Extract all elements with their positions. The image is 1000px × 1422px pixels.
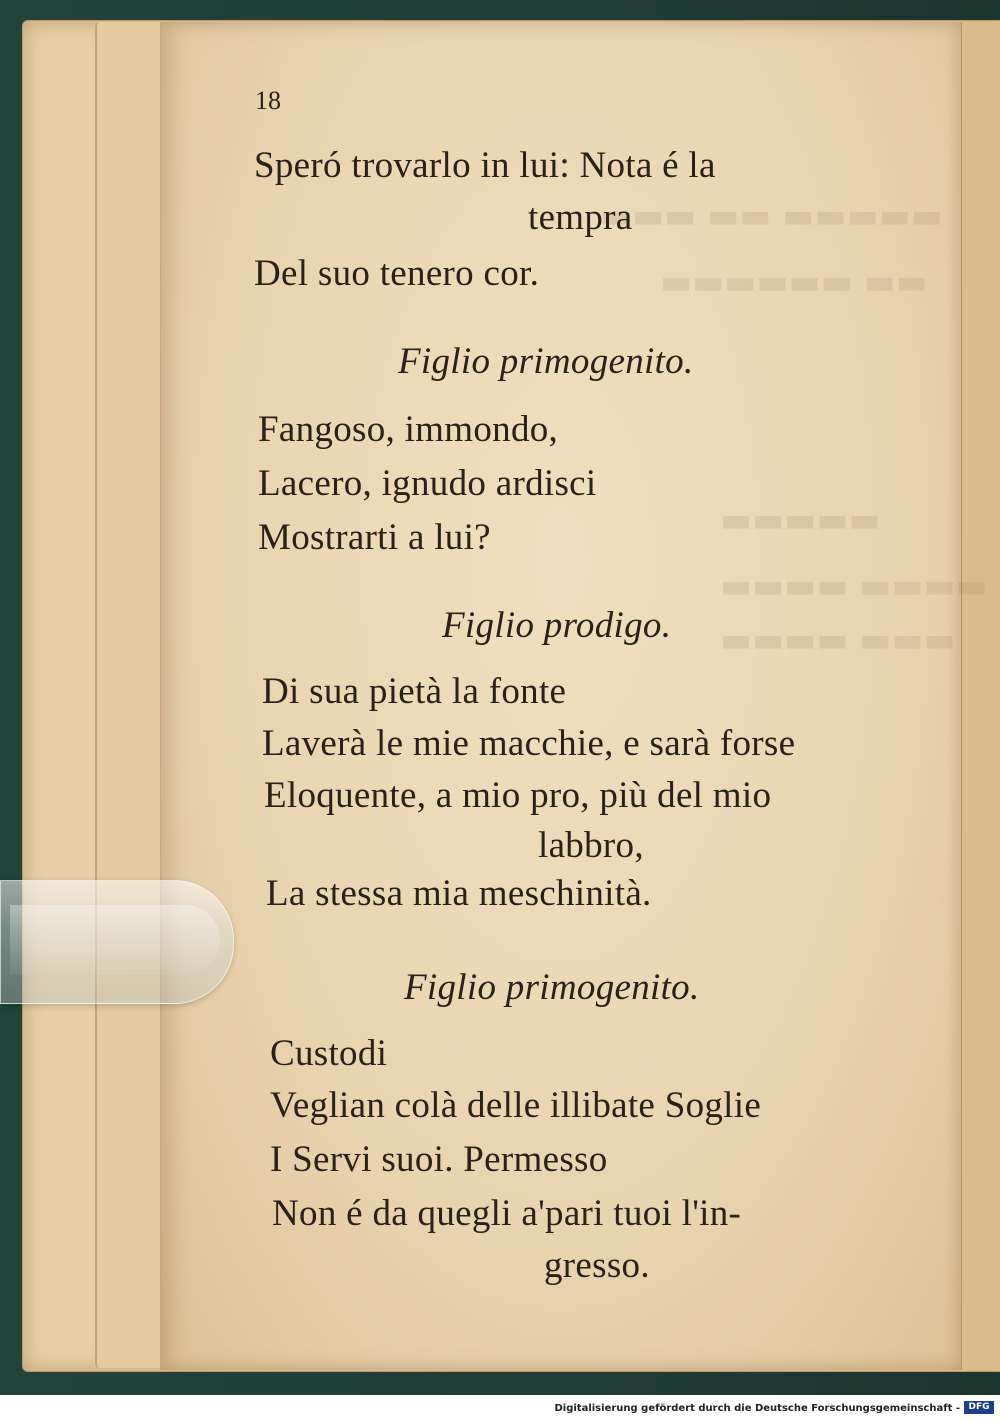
speaker-heading: Figlio primogenito. bbox=[398, 341, 694, 382]
show-through-4: ▬▬▬▬ ▬▬▬▬ bbox=[720, 566, 988, 606]
page-number: 18 bbox=[255, 86, 281, 115]
text-line: Fangoso, immondo, bbox=[258, 409, 559, 450]
text-line: Del suo tenero cor. bbox=[254, 253, 540, 294]
text-line: Custodi bbox=[270, 1033, 388, 1074]
text-line: Speró trovarlo in lui: Nota é la bbox=[254, 145, 716, 186]
glass-page-holder-highlight bbox=[10, 905, 220, 975]
text-line: Laverà le mie macchie, e sarà forse bbox=[262, 723, 796, 764]
show-through-2: ▬▬▬▬▬▬ ▬▬ bbox=[660, 262, 928, 302]
speaker-heading: Figlio prodigo. bbox=[442, 605, 672, 646]
show-through-5: ▬▬▬▬ ▬▬▬ bbox=[720, 620, 956, 660]
text-line: La stessa mia meschinità. bbox=[266, 873, 652, 914]
text-line: Di sua pietà la fonte bbox=[262, 671, 567, 712]
show-through-3: ▬▬▬▬▬ bbox=[720, 500, 881, 540]
text-line: Non é da quegli a'pari tuoi l'in- bbox=[272, 1193, 742, 1234]
facing-page-edge bbox=[960, 22, 1000, 1370]
funding-credit: Digitalisierung gefördert durch die Deutsche Forschungsgemeinschaft - bbox=[554, 1403, 960, 1414]
text-line: Eloquente, a mio pro, più del mio bbox=[264, 775, 772, 816]
speaker-heading: Figlio primogenito. bbox=[404, 967, 700, 1008]
text-line: tempra bbox=[528, 197, 633, 238]
text-line: Lacero, ignudo ardisci bbox=[258, 463, 597, 504]
text-line: labbro, bbox=[538, 825, 644, 866]
show-through-1: ▬▬▬ ▬▬ ▬▬▬▬▬ bbox=[600, 196, 943, 236]
text-line: gresso. bbox=[544, 1245, 650, 1286]
text-line: Veglian colà delle illibate Soglie bbox=[270, 1085, 762, 1126]
text-line: Mostrarti a lui? bbox=[258, 517, 491, 558]
dfg-logo: DFG bbox=[964, 1401, 994, 1414]
text-line: I Servi suoi. Permesso bbox=[270, 1139, 608, 1180]
